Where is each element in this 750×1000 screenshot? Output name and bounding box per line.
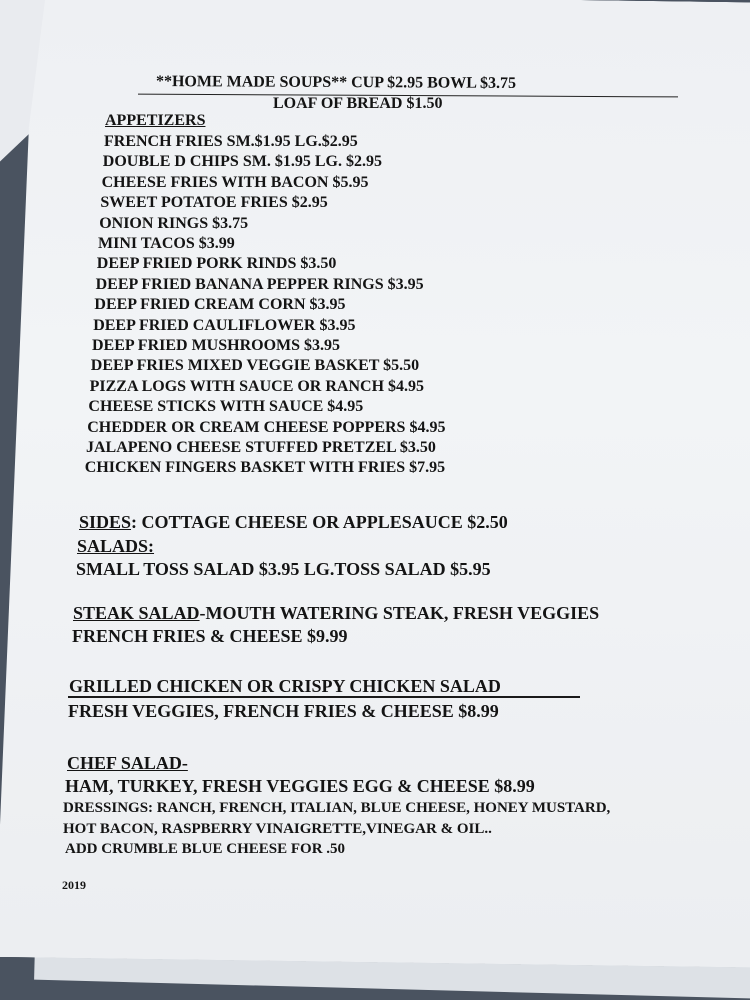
appetizer-item: DEEP FRIED CREAM CORN $3.95 <box>94 296 346 314</box>
dressings-line-2: HOT BACON, RASPBERRY VINAIGRETTE,VINEGAR & OIL.. <box>63 821 492 837</box>
appetizer-item: SWEET POTATOE FRIES $2.95 <box>100 194 328 212</box>
salads-heading: SALADS: <box>77 536 155 556</box>
appetizer-item: DEEP FRIED BANANA PEPPER RINGS $3.95 <box>95 275 424 293</box>
chicken-salad-heading: GRILLED CHICKEN OR CRISPY CHICKEN SALAD <box>69 676 501 696</box>
soups-line: **HOME MADE SOUPS** CUP $2.95 BOWL $3.75 <box>155 73 517 92</box>
sides-line <box>79 512 508 533</box>
appetizer-item: CHEDDER OR CREAM CHEESE POPPERS $4.95 <box>87 418 446 436</box>
steak-salad-label: STEAK SALAD <box>73 603 200 623</box>
footer-year: 2019 <box>62 878 86 892</box>
appetizer-item: DEEP FRIES MIXED VEGGIE BASKET $5.50 <box>90 357 420 375</box>
chef-salad-heading: CHEF SALAD- <box>67 753 188 773</box>
sides-text: : COTTAGE CHEESE OR APPLESAUCE $2.50 <box>131 512 508 532</box>
chef-salad-desc: HAM, TURKEY, FRESH VEGGIES EGG & CHEESE $8.99 <box>65 776 535 796</box>
appetizers-heading: APPETIZERS <box>105 112 206 129</box>
appetizer-item: DEEP FRIED PORK RINDS $3.50 <box>96 255 337 273</box>
appetizer-item: DEEP FRIED CAULIFLOWER $3.95 <box>93 316 356 334</box>
appetizer-item: MINI TACOS $3.99 <box>98 235 235 252</box>
steak-salad-desc: -MOUTH WATERING STEAK, FRESH VEGGIES <box>199 603 600 623</box>
appetizer-item: CHEESE STICKS WITH SAUCE $4.95 <box>88 398 364 416</box>
appetizer-item: CHEESE FRIES WITH BACON $5.95 <box>101 173 369 191</box>
steak-salad-price: FRENCH FRIES & CHEESE $9.99 <box>72 626 348 646</box>
sides-label: SIDES <box>79 512 132 532</box>
chicken-salad-desc: FRESH VEGGIES, FRENCH FRIES & CHEESE $8.99 <box>68 701 499 721</box>
dressings-line-1: DRESSINGS: RANCH, FRENCH, ITALIAN, BLUE CHEESE, HONEY MUSTARD, <box>63 800 611 816</box>
appetizer-item: DEEP FRIED MUSHROOMS $3.95 <box>92 337 341 354</box>
chicken-salad-underline <box>68 696 580 698</box>
appetizer-item: PIZZA LOGS WITH SAUCE OR RANCH $4.95 <box>89 377 425 395</box>
appetizer-item: CHICKEN FINGERS BASKET WITH FRIES $7.95 <box>84 459 446 477</box>
appetizer-item: DOUBLE D CHIPS SM. $1.95 LG. $2.95 <box>102 153 382 171</box>
dressings-line-3: ADD CRUMBLE BLUE CHEESE FOR .50 <box>65 841 346 857</box>
appetizer-item: JALAPENO CHEESE STUFFED PRETZEL $3.50 <box>86 439 436 456</box>
appetizer-item: ONION RINGS $3.75 <box>99 214 249 232</box>
bread-line: LOAF OF BREAD $1.50 <box>273 95 443 112</box>
toss-salad-line: SMALL TOSS SALAD $3.95 LG.TOSS SALAD $5.95 <box>76 559 491 579</box>
appetizer-item: FRENCH FRIES SM.$1.95 LG.$2.95 <box>104 133 358 150</box>
steak-salad-line <box>73 603 599 624</box>
